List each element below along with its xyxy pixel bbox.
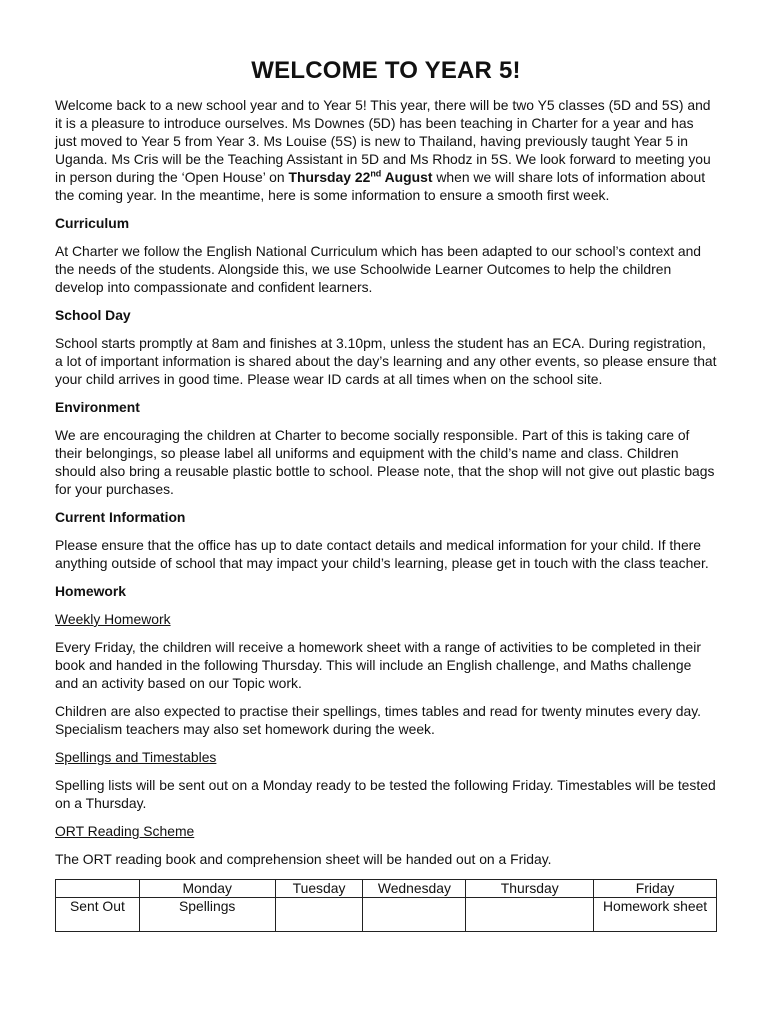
open-house-day: Thursday 22 [288, 169, 371, 185]
table-header-cell: Monday [139, 880, 275, 898]
table-header-cell: Thursday [466, 880, 594, 898]
document-page [55, 0, 717, 932]
current-information-heading: Current Information [55, 509, 186, 525]
weekly-homework-subheading: Weekly Homework [55, 611, 171, 627]
table-row [56, 898, 717, 932]
page-title: WELCOME TO YEAR 5! [251, 57, 521, 84]
ort-reading-text: The ORT reading book and comprehension sheet will be handed out on a Friday. [55, 851, 552, 867]
table-cell [363, 898, 466, 932]
intro-paragraph [55, 96, 717, 204]
curriculum-heading: Curriculum [55, 215, 130, 231]
table-header-row [56, 880, 717, 898]
spellings-timestables-text: Spelling lists will be sent out on a Monday ready to be tested the following Friday. Timestables will be tested on a Thursday. [55, 777, 716, 811]
table-cell [275, 898, 363, 932]
school-day-heading: School Day [55, 307, 131, 323]
homework-schedule-table [55, 879, 717, 932]
weekly-homework-text: Every Friday, the children will receive a homework sheet with a range of activities to be completed in their book and handed in the following Thursday. This will include an English challenge, and Maths challenge and an activity based on our Topic work. [55, 639, 701, 691]
open-house-day-suffix: nd [370, 168, 382, 179]
intro-text-end: when we will share lots of information about the coming year. In the meantime, here is some information to ensure a smooth first week. [55, 169, 706, 203]
environment-text: We are encouraging the children at Charter to become socially responsible. Part of this is taking care of their belongings, so please label all uniforms and equipment with the child’s name and class. Children should also bring a reusable plastic bottle to school. Please note, that the shop will not give out plastic bags for your purchases. [55, 427, 715, 497]
homework-heading: Homework [55, 583, 127, 599]
table-cell: Spellings [139, 898, 275, 932]
daily-practice-text: Children are also expected to practise their spellings, times tables and read for twenty minutes every day. Specialism teachers may also set homework during the week. [55, 703, 701, 737]
curriculum-text: At Charter we follow the English National Curriculum which has been adapted to our school’s context and the needs of the students. Alongside this, we use Schoolwide Learner Outcomes to help the children develop into compassionate and confident learners. [55, 243, 702, 295]
open-house-month: August [381, 169, 433, 185]
ort-reading-subheading: ORT Reading Scheme [55, 823, 195, 839]
spellings-timestables-subheading: Spellings and Timestables [55, 749, 217, 765]
table-cell [466, 898, 594, 932]
table-header-cell: Wednesday [363, 880, 466, 898]
table-header-cell [56, 880, 140, 898]
table-cell: Homework sheet [594, 898, 717, 932]
table-cell: Sent Out [56, 898, 140, 932]
table-header-cell: Friday [594, 880, 717, 898]
environment-heading: Environment [55, 399, 140, 415]
intro-text-start: Welcome back to a new school year and to Year 5! This year, there will be two Y5 classes (5D and 5S) and it is a pleasure to introduce ourselves. Ms Downes (5D) has been teaching in Charter for a year and has just moved to Year 5 from Year 3. Ms Louise (5S) is new to Thailand, having previously taught Year 5 in Uganda. Ms Cris will be the Teaching Assistant in 5D and Ms Rhodz in 5S. We look forward to meeting you in person during the ‘Open House’ on [55, 97, 711, 185]
current-information-text: Please ensure that the office has up to date contact details and medical information for your child. If there anything outside of school that may impact your child’s learning, please get in touch with the class teacher. [55, 537, 709, 571]
school-day-text: School starts promptly at 8am and finishes at 3.10pm, unless the student has an ECA. During registration, a lot of important information is shared about the day’s learning and any other events, so please ensure that your child arrives in good time. Please wear ID cards at all times when on the school site. [55, 335, 717, 387]
table-header-cell: Tuesday [275, 880, 363, 898]
